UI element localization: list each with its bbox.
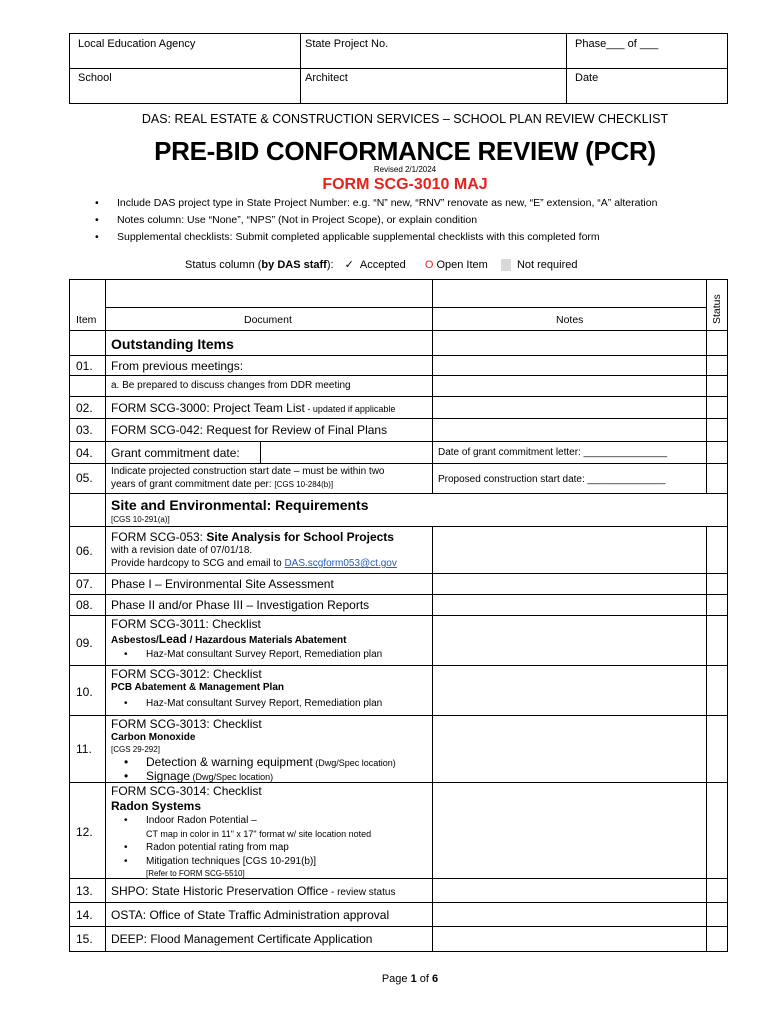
form-number: FORM SCG-3010 MAJ <box>322 176 488 193</box>
page-title: PRE-BID CONFORMANCE REVIEW (PCR) <box>154 136 656 166</box>
table-row: 15. DEEP: Flood Management Certificate Application <box>76 932 373 946</box>
date-label: Date <box>575 72 599 84</box>
project-label: State Project No. <box>305 38 389 50</box>
school-label: School <box>78 72 112 84</box>
grey-box-icon <box>501 259 511 271</box>
section-title: Site and Environmental: Requirements <box>111 497 369 513</box>
revised-date: Revised 2/1/2024 <box>373 165 437 174</box>
email-link[interactable]: DAS.scgform053@ct.gov <box>284 558 397 569</box>
table-row: 04. Grant commitment date: Date of grant commitment letter: _______________ <box>70 442 727 464</box>
table-row: 03. FORM SCG-042: Request for Review of Final Plans <box>70 419 727 442</box>
status-legend: Status column (by DAS staff): ✓ Accepted O Open Item Not required <box>185 259 578 271</box>
checklist-table <box>69 279 728 952</box>
col-status: Status <box>711 294 723 324</box>
table-row: 06. FORM SCG-053: Site Analysis for School Projects with a revision date of 07/01/18. Provide hardcopy to SCG and email to DAS.scgform053@ct.gov <box>70 527 727 574</box>
instruction-item: • Include DAS project type in State Project Number: e.g. “N” new, “RNV” renovate as new, “E” extension, “A” alteration <box>95 197 658 209</box>
architect-label: Architect <box>305 72 348 84</box>
agency-label: Local Education Agency <box>78 38 196 50</box>
section-title: Outstanding Items <box>111 336 234 352</box>
table-row: 02. FORM SCG-3000: Project Team List - updated if applicable <box>70 397 727 419</box>
table-header <box>70 280 727 331</box>
check-icon: ✓ <box>344 259 354 271</box>
table-row: 11. FORM SCG-3013: Checklist Carbon Monoxide [CGS 29-292] • Detection & warning equipment (Dwg/Spec location) • Signage (Dwg/Spec location) <box>70 716 727 783</box>
table-row: 05. Indicate projected construction start date – must be within two years of grant commitment date per: [CGS 10-284(b)] Proposed construction start date: ______________ <box>70 464 727 494</box>
table-row: 14. OSTA: Office of State Traffic Administration approval <box>70 903 727 927</box>
table-row: 09. FORM SCG-3011: Checklist Asbestos/Lead / Hazardous Materials Abatement • Haz-Mat consultant Survey Report, Remediation plan <box>70 616 727 666</box>
col-document: Document <box>244 314 292 326</box>
table-row: 07. Phase I – Environmental Site Assessment <box>70 574 727 595</box>
col-item: Item <box>76 314 97 326</box>
instruction-item: • Supplemental checklists: Submit completed applicable supplemental checklists with this completed form <box>95 231 600 243</box>
subtitle: DAS: REAL ESTATE & CONSTRUCTION SERVICES – SCHOOL PLAN REVIEW CHECKLIST <box>141 112 669 126</box>
section-row: Site and Environmental: Requirements [CGS 10-291(a)] <box>70 494 727 527</box>
section-row <box>70 331 727 356</box>
table-row: 08. Phase II and/or Phase III – Investigation Reports <box>70 595 727 616</box>
table-row: 13. SHPO: State Historic Preservation Office - review status <box>70 879 727 903</box>
col-notes: Notes <box>556 314 584 326</box>
phase-label: Phase___ of ___ <box>575 38 659 50</box>
instruction-item: • Notes column: Use “None”, “NPS” (Not in Project Scope), or explain condition <box>95 214 478 226</box>
table-row: 10. FORM SCG-3012: Checklist PCB Abatement & Management Plan • Haz-Mat consultant Survey Report, Remediation plan <box>70 666 727 716</box>
open-circle-icon: O <box>424 259 434 271</box>
table-row: 12. FORM SCG-3014: Checklist Radon Systems • Indoor Radon Potential – CT map in color in 11" x 17" format w/ site location noted • Radon potential rating from map • Mitigation techniques [CGS 10-291(b)] [Refer to FORM SCG-5510] <box>70 783 727 879</box>
table-row: a. Be prepared to discuss changes from DDR meeting <box>70 376 727 397</box>
header-info-box <box>69 33 728 104</box>
instructions-list <box>95 197 737 248</box>
table-row: 01. From previous meetings: <box>70 356 727 376</box>
page-number: Page 1 of 6 <box>381 973 439 985</box>
